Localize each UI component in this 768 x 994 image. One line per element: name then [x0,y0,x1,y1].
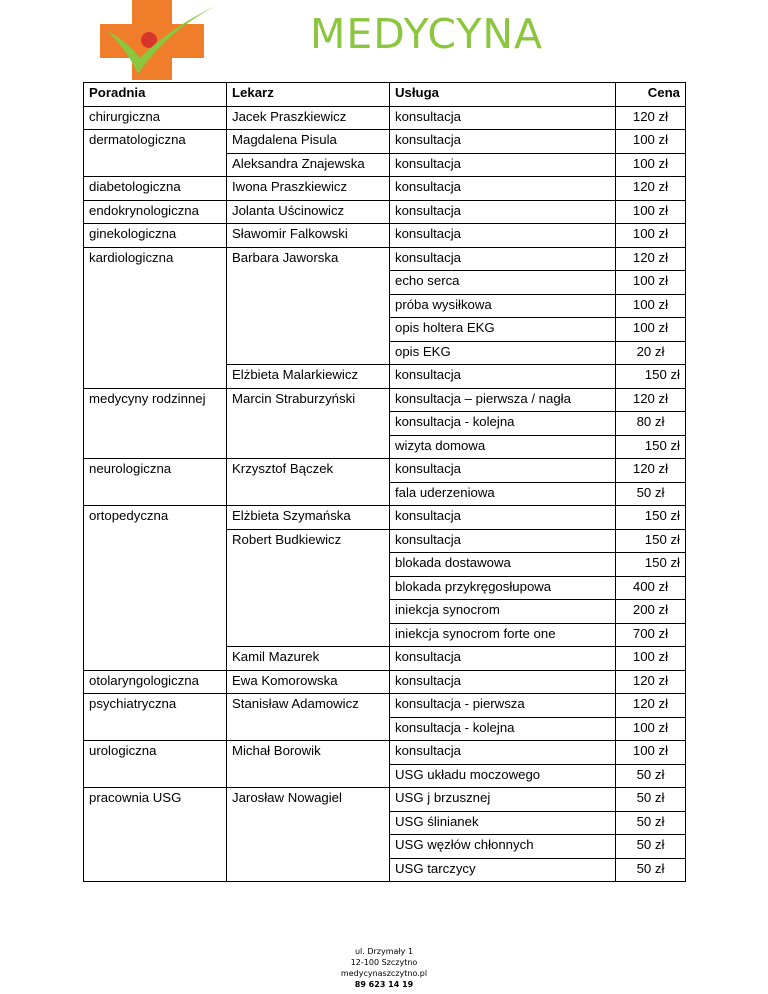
table-row [84,788,686,812]
cell-cena: 100 zł [616,200,686,224]
cell-cena: 100 zł [616,717,686,741]
cell-poradnia: ginekologiczna [84,224,227,248]
table-row [84,694,686,718]
logo [92,0,544,84]
header-poradnia: Poradnia [84,83,227,107]
cell-cena: 120 zł [616,106,686,130]
cell-cena: 150 zł [616,553,686,577]
table-row [84,224,686,248]
cell-poradnia: neurologiczna [84,459,227,506]
cell-cena: 100 zł [616,130,686,154]
header-lekarz: Lekarz [227,83,390,107]
cell-usluga: iniekcja synocrom forte one [390,623,616,647]
cell-cena: 100 zł [616,294,686,318]
header-cena: Cena [616,83,686,107]
table-row [84,200,686,224]
cell-usluga: konsultacja [390,741,616,765]
cell-usluga: konsultacja - pierwsza [390,694,616,718]
cell-lekarz: Michał Borowik [227,741,390,788]
cell-poradnia: kardiologiczna [84,247,227,388]
cell-usluga: konsultacja [390,177,616,201]
cell-cena: 20 zł [616,341,686,365]
cell-cena: 100 zł [616,741,686,765]
cell-lekarz: Krzysztof Bączek [227,459,390,506]
cell-usluga: konsultacja [390,459,616,483]
cell-usluga: blokada dostawowa [390,553,616,577]
cell-usluga: wizyta domowa [390,435,616,459]
cell-cena: 100 zł [616,318,686,342]
cell-lekarz: Ewa Komorowska [227,670,390,694]
cell-cena: 150 zł [616,365,686,389]
footer [0,946,768,990]
cell-lekarz: Kamil Mazurek [227,647,390,671]
cell-lekarz: Jarosław Nowagiel [227,788,390,882]
cell-lekarz: Barbara Jaworska [227,247,390,365]
cell-lekarz: Elżbieta Szymańska [227,506,390,530]
cell-lekarz: Stanisław Adamowicz [227,694,390,741]
cell-usluga: konsultacja [390,247,616,271]
cell-usluga: konsultacja [390,106,616,130]
cell-usluga: fala uderzeniowa [390,482,616,506]
table-row [84,459,686,483]
cell-cena: 400 zł [616,576,686,600]
cell-cena: 80 zł [616,412,686,436]
cell-lekarz: Aleksandra Znajewska [227,153,390,177]
cell-cena: 50 zł [616,764,686,788]
cell-usluga: konsultacja [390,200,616,224]
cell-poradnia: diabetologiczna [84,177,227,201]
table-row [84,177,686,201]
cell-usluga: konsultacja [390,506,616,530]
cell-poradnia: pracownia USG [84,788,227,882]
cell-usluga: konsultacja - kolejna [390,412,616,436]
cell-poradnia: psychiatryczna [84,694,227,741]
header-usluga: Usługa [390,83,616,107]
footer-street: ul. Drzymały 1 [354,947,414,956]
price-table [83,82,686,882]
cell-cena: 50 zł [616,858,686,882]
table-row [84,130,686,154]
table-row [84,506,686,530]
cell-cena: 50 zł [616,835,686,859]
cell-cena: 120 zł [616,388,686,412]
cell-usluga: konsultacja [390,130,616,154]
table-row [84,741,686,765]
cell-usluga: USG j brzusznej [390,788,616,812]
cell-poradnia: urologiczna [84,741,227,788]
cell-usluga: konsultacja [390,365,616,389]
footer-phone: 89 623 14 19 [354,980,414,989]
cell-usluga: próba wysiłkowa [390,294,616,318]
cell-poradnia: chirurgiczna [84,106,227,130]
cell-usluga: blokada przykręgosłupowa [390,576,616,600]
cell-lekarz: Marcin Straburzyński [227,388,390,459]
cell-usluga: iniekcja synocrom [390,600,616,624]
cell-lekarz: Elżbieta Malarkiewicz [227,365,390,389]
cell-cena: 50 zł [616,811,686,835]
table-row [84,388,686,412]
cell-cena: 150 zł [616,435,686,459]
cell-usluga: konsultacja [390,224,616,248]
table-row [84,247,686,271]
cell-poradnia: endokrynologiczna [84,200,227,224]
cell-usluga: konsultacja - kolejna [390,717,616,741]
cell-lekarz: Iwona Praszkiewicz [227,177,390,201]
cell-poradnia: otolaryngologiczna [84,670,227,694]
table-header-row [84,83,686,107]
footer-city: 12-100 Szczytno [350,958,418,967]
cell-usluga: USG układu moczowego [390,764,616,788]
cell-usluga: opis EKG [390,341,616,365]
cell-lekarz: Jolanta Uścinowicz [227,200,390,224]
cell-poradnia: dermatologiczna [84,130,227,177]
cell-usluga: konsultacja [390,529,616,553]
cell-poradnia: ortopedyczna [84,506,227,671]
cell-usluga: echo serca [390,271,616,295]
logo-cross-icon [92,0,222,84]
cell-usluga: konsultacja [390,670,616,694]
cell-usluga: opis holtera EKG [390,318,616,342]
cell-cena: 120 zł [616,247,686,271]
cell-usluga: konsultacja [390,647,616,671]
footer-website: medycynaszczytno.pl [340,969,428,978]
cell-cena: 150 zł [616,506,686,530]
cell-lekarz: Jacek Praszkiewicz [227,106,390,130]
cell-usluga: USG węzłów chłonnych [390,835,616,859]
cell-usluga: konsultacja [390,153,616,177]
cell-cena: 120 zł [616,694,686,718]
cell-cena: 200 zł [616,600,686,624]
cell-cena: 120 zł [616,177,686,201]
cell-cena: 120 zł [616,670,686,694]
table-row [84,670,686,694]
table-row [84,106,686,130]
cell-usluga: konsultacja – pierwsza / nagła [390,388,616,412]
cell-usluga: USG ślinianek [390,811,616,835]
cell-cena: 100 zł [616,224,686,248]
brand-name: MEDYCYNA [310,10,544,58]
cell-cena: 100 zł [616,153,686,177]
cell-cena: 50 zł [616,788,686,812]
cell-lekarz: Sławomir Falkowski [227,224,390,248]
cell-cena: 120 zł [616,459,686,483]
cell-cena: 150 zł [616,529,686,553]
cell-poradnia: medycyny rodzinnej [84,388,227,459]
cell-lekarz: Robert Budkiewicz [227,529,390,647]
cell-cena: 100 zł [616,271,686,295]
cell-cena: 700 zł [616,623,686,647]
cell-lekarz: Magdalena Pisula [227,130,390,154]
cell-usluga: USG tarczycy [390,858,616,882]
cell-cena: 100 zł [616,647,686,671]
cell-cena: 50 zł [616,482,686,506]
